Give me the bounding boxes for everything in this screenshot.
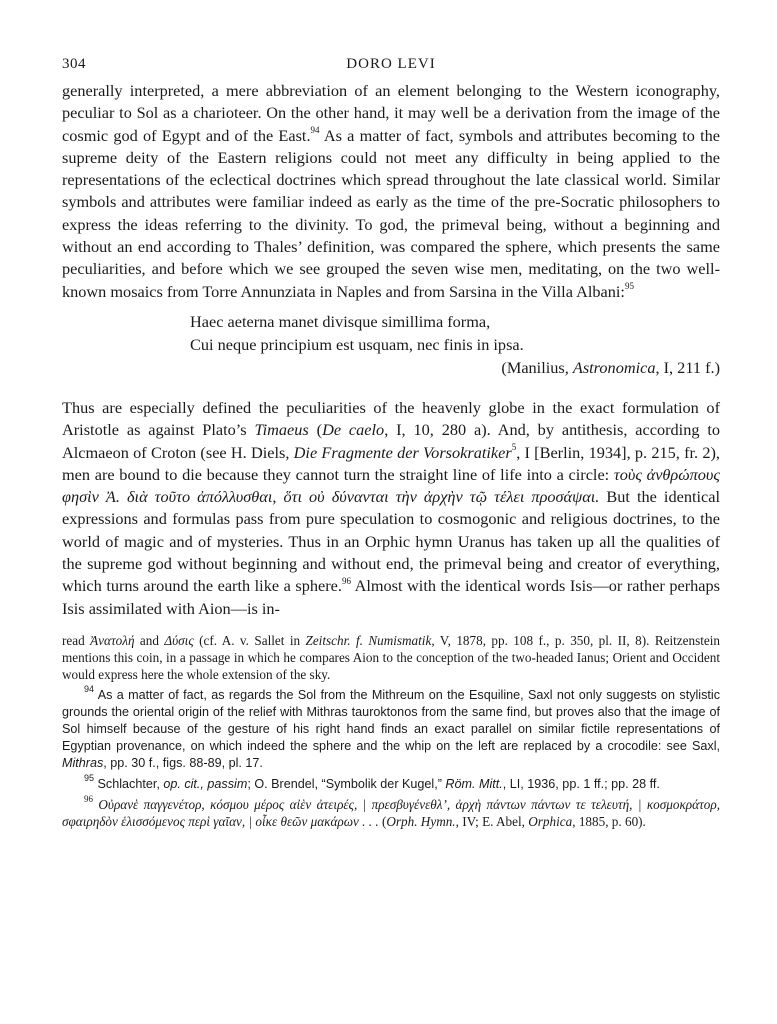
footnote-continuation (62, 632, 720, 684)
cite-text: (Manilius, (501, 357, 573, 377)
journal-title: Zeitschr. f. Numismatik (305, 632, 432, 648)
cite-text: , I, 211 f.) (655, 357, 720, 377)
book-title: Orphica (528, 813, 573, 829)
text-run: , 1885, p. 60). (572, 813, 646, 829)
book-title: Orph. Hymn. (386, 813, 456, 829)
footnote-number: 94 (84, 684, 95, 695)
paragraph-2 (62, 397, 720, 620)
footnote-number: 95 (84, 773, 95, 784)
journal-title: Röm. Mitt. (445, 776, 503, 791)
footnote-95 (62, 773, 720, 793)
running-head: DORO LEVI (346, 56, 436, 72)
cite-title: Astronomica (572, 357, 656, 377)
text-run: , pp. 30 f., figs. 88-89, pl. 17. (103, 756, 263, 771)
text-run: , LI, 1936, pp. 1 ff.; pp. 28 ff. (502, 776, 660, 791)
italic-title: Die Fragmente der Vorsokratiker (293, 442, 512, 462)
italic-title: De caelo (322, 420, 385, 440)
text-run: Schlachter, (94, 776, 164, 791)
greek-word: Δύσις (164, 632, 194, 648)
footnote-number: 96 (84, 794, 93, 805)
book-title: Mithras (62, 756, 104, 771)
text-run: As a matter of fact, as regards the Sol from the Mithreum on the Esquiline, Saxl not only suggests on stylistic grounds the oriental origin of the relief with Mithras tauroktonos from the same find, but proves also that the image of Sol himself because of the gesture of his right hand finds an exact parallel on similar fictile representations of Egyptian provenance, on which indeed the sphere and the whip on the left are replaced by a crocodile: see Saxl, (62, 687, 720, 754)
verse-quotation (190, 310, 720, 379)
text-run: generally interpreted, a mere abbreviation of an element belonging to the Western iconography, peculiar to Sol as a charioteer. On the other hand, it may well be a derivation from the image of the cosmic god of Egypt and of the East. (62, 81, 720, 145)
footnotes (62, 632, 720, 830)
text-run: , I, 10, 280 a). And, by antithesis, according to Alcmaeon of Croton (see H. Diels, (62, 420, 721, 462)
footnote-ref-94: 94 (310, 125, 320, 136)
main-text (62, 80, 720, 620)
footnote-94 (62, 684, 720, 773)
footnote-96 (62, 796, 720, 830)
verse-line-1: Haec aeterna manet divisque simillima forma, (190, 311, 491, 331)
footnote-ref-95: 95 (624, 281, 634, 292)
italic-title: Timaeus (254, 420, 309, 440)
text-run: As a matter of fact, symbols and attributes becoming to the supreme deity of the Eastern religions could not meet any difficulty in being applied to the representations of the eclectical doctrines which spread throughout the late classical world. Similar symbols and attributes were familiar indeed as early as the time of the pre-Socratic philosophers to express the ideas referring to the divinity. To god, the primeval being, without a beginning and without an end according to Thales’ definition, was compared the sphere, which presents the same peculiarities, and before which we see grouped the seven wise men, meditating, on the two well-known mosaics from Torre Annunziata in Naples and from Sarsina in the Villa Albani: (62, 125, 721, 301)
text-run: ( (308, 420, 323, 440)
latin-abbrev: op. cit., passim (163, 776, 248, 791)
page-number: 304 (62, 56, 86, 72)
footnote-ref-96: 96 (341, 575, 351, 586)
text-run: and (134, 632, 165, 648)
verse-citation (190, 356, 720, 379)
greek-quotation: τοὺς ἀνθρώπους φησὶν Ἀ. διὰ τοῦτο ἀπόλλυσθαι, ὅτι οὐ δύνανται τὴν ἀρχὴν τῷ τέλει προσάψαι. (62, 464, 720, 507)
page (62, 56, 720, 833)
text-run: ; O. Brendel, “Symbolik der Kugel,” (247, 776, 446, 791)
text-run: Thus are especially defined the peculiarities of the heavenly globe in the exact formulation of Aristotle as against Plato’s (62, 397, 720, 440)
text-run: ( (378, 813, 387, 829)
text-run: Almost with the identical words Isis—or rather perhaps Isis assimilated with Aion—is in- (62, 576, 720, 618)
page-header (62, 56, 720, 80)
greek-word: Ἀνατολή (90, 632, 135, 648)
greek-quotation: Οὐρανὲ παγγενέτορ, κόσμου μέρος αἰὲν ἀτειρές, | πρεσβυγένεθλ’, ἀρχὴ πάντων πάντων τε τελευτή, | κοσμοκράτορ, σφαιρηδὸν ἑλισσόμενος περὶ γαῖαν, | οἶκε θεῶν μακάρων . . . (62, 796, 720, 829)
text-run: read (62, 632, 91, 648)
text-run: , I [Berlin, 1934], p. 215, fr. 2), men are bound to die because they cannot turn the straight line of life into a circle: (62, 442, 721, 484)
verse-line-2: Cui neque principium est usquam, nec finis in ipsa. (190, 334, 524, 354)
text-run: , V, 1878, pp. 108 f., p. 350, pl. II, 8). Reitzenstein mentions this coin, in a passage in which he compares Aion to the conception of the two-headed Ianus; Orient and Occident would express here the whole extension of the sky. (62, 632, 720, 683)
superscript-edition: 5 (511, 442, 517, 453)
text-run: (cf. A. v. Sallet in (193, 632, 306, 648)
text-run: But the identical expressions and formulas pass from pure speculation to cosmogonic and religious doctrines, to the world of magic and of mysteries. Thus in an Orphic hymn Uranus has taken up all the qualities of the supreme god without beginning and without end, the primeval being and creator of everything, which turns around the earth like a sphere. (62, 487, 720, 596)
paragraph-1 (62, 80, 720, 303)
text-run: , IV; E. Abel, (455, 813, 529, 829)
